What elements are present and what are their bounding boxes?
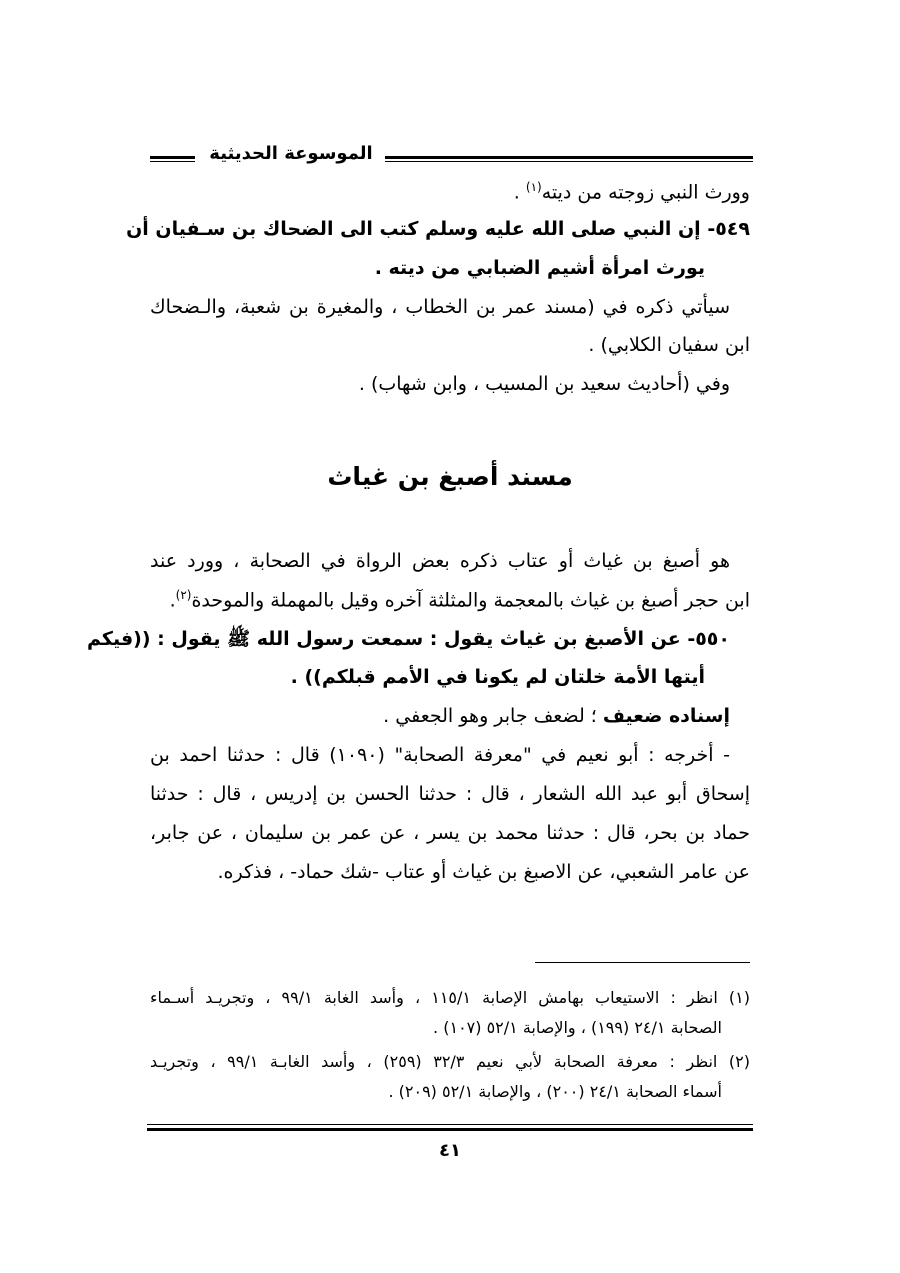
page-header-title: الموسوعة الحديثية [209,143,373,164]
hadith-550-line-1: ٥٥٠- عن الأصبغ بن غياث يقول : سمعت رسول الله ﷺ يقول : ((فيكم [87,628,730,650]
intro-line-2-text: ابن حجر أصبغ بن غياث بالمعجمة والمثلثة آخره وقيل بالمهملة والموحدة [191,589,750,612]
footnote-ref-1: (١) [525,180,542,194]
body-line-1-text: وورث النبي زوجته من ديته [541,181,750,204]
note-1-line-1: سيأتي ذكره في (مسند عمر بن الخطاب ، والمغيرة بن شعبة، والـضحاك [150,296,730,318]
body-line-1-end: . [513,181,526,204]
intro-line-1: هو أصبغ بن غياث أو عتاب ذكره بعض الرواة في الصحابة ، وورد عند [150,550,730,572]
footnote-2-line-1: (٢) انظر : معرفة الصحابة لأبي نعيم ٣٢/٣ (٢٥٩) ، وأسد الغابـة ٩٩/١ ، وتجريـد [150,1052,751,1071]
header-rule-left-bottom [385,161,753,162]
footnote-1-line-2: الصحابة ٢٤/١ (١٩٩) ، والإصابة ٥٢/١ (١٠٧) . [433,1018,722,1037]
takhrij-line-3: حماد بن بحر، قال : حدثنا محمد بن يسر ، عن عمر بن سليمان ، عن جابر، [150,822,750,844]
section-title: مسند أصبغ بن غياث [327,462,573,491]
footnote-ref-2: (٢) [175,588,192,602]
footnote-separator [535,962,750,963]
takhrij-line-2: إسحاق أبو عبد الله الشعار ، قال : حدثنا الحسن بن إدريس ، قال : حدثنا [150,783,750,805]
header-rule-left-top [385,156,753,159]
intro-line-2 [150,588,750,611]
takhrij-line-1: - أخرجه : أبو نعيم في "معرفة الصحابة" (١٠٩٠) قال : حدثنا احمد بن [150,744,730,766]
hadith-549-line-1: ٥٤٩- إن النبي صلى الله عليه وسلم كتب الى الضحاك بن سـفيان أن [126,218,750,240]
bottom-rule-bottom [147,1128,753,1131]
hadith-549-line-2: يورث امرأة أشيم الضبابي من ديته . [374,257,705,279]
hadith-550-line-2: أيتها الأمة خلتان لم يكونا في الأمم قبلكم)) . [290,666,705,688]
bottom-rule-top [147,1124,753,1125]
footnote-1-line-1: (١) انظر : الاستيعاب بهامش الإصابة ١١٥/١ ، وأسد الغابة ٩٩/١ ، وتجريـد أسـماء [150,988,750,1007]
body-line-1 [150,180,750,203]
note-1-line-3: وفي (أحاديث سعيد بن المسيب ، وابن شهاب) . [358,373,730,395]
note-1-line-2: ابن سفيان الكلابي) . [588,334,750,356]
takhrij-line-4: عن عامر الشعبي، عن الاصبغ بن غياث أو عتاب -شك حماد- ، فذكره. [217,861,750,883]
isnad-reason: ؛ لضعف جابر وهو الجعفي . [383,705,603,727]
isnad-line [150,705,730,727]
isnad-grade: إسناده ضعيف [602,705,730,727]
page-number: ٤١ [439,1140,461,1161]
header-rule-right-top [150,156,195,159]
footnote-2-line-2: أسماء الصحابة ٢٤/١ (٢٠٠) ، والإصابة ٥٢/١ (٢٠٩) . [388,1082,722,1101]
intro-line-2-end: . [169,589,176,612]
header-rule-right-bottom [150,161,195,162]
